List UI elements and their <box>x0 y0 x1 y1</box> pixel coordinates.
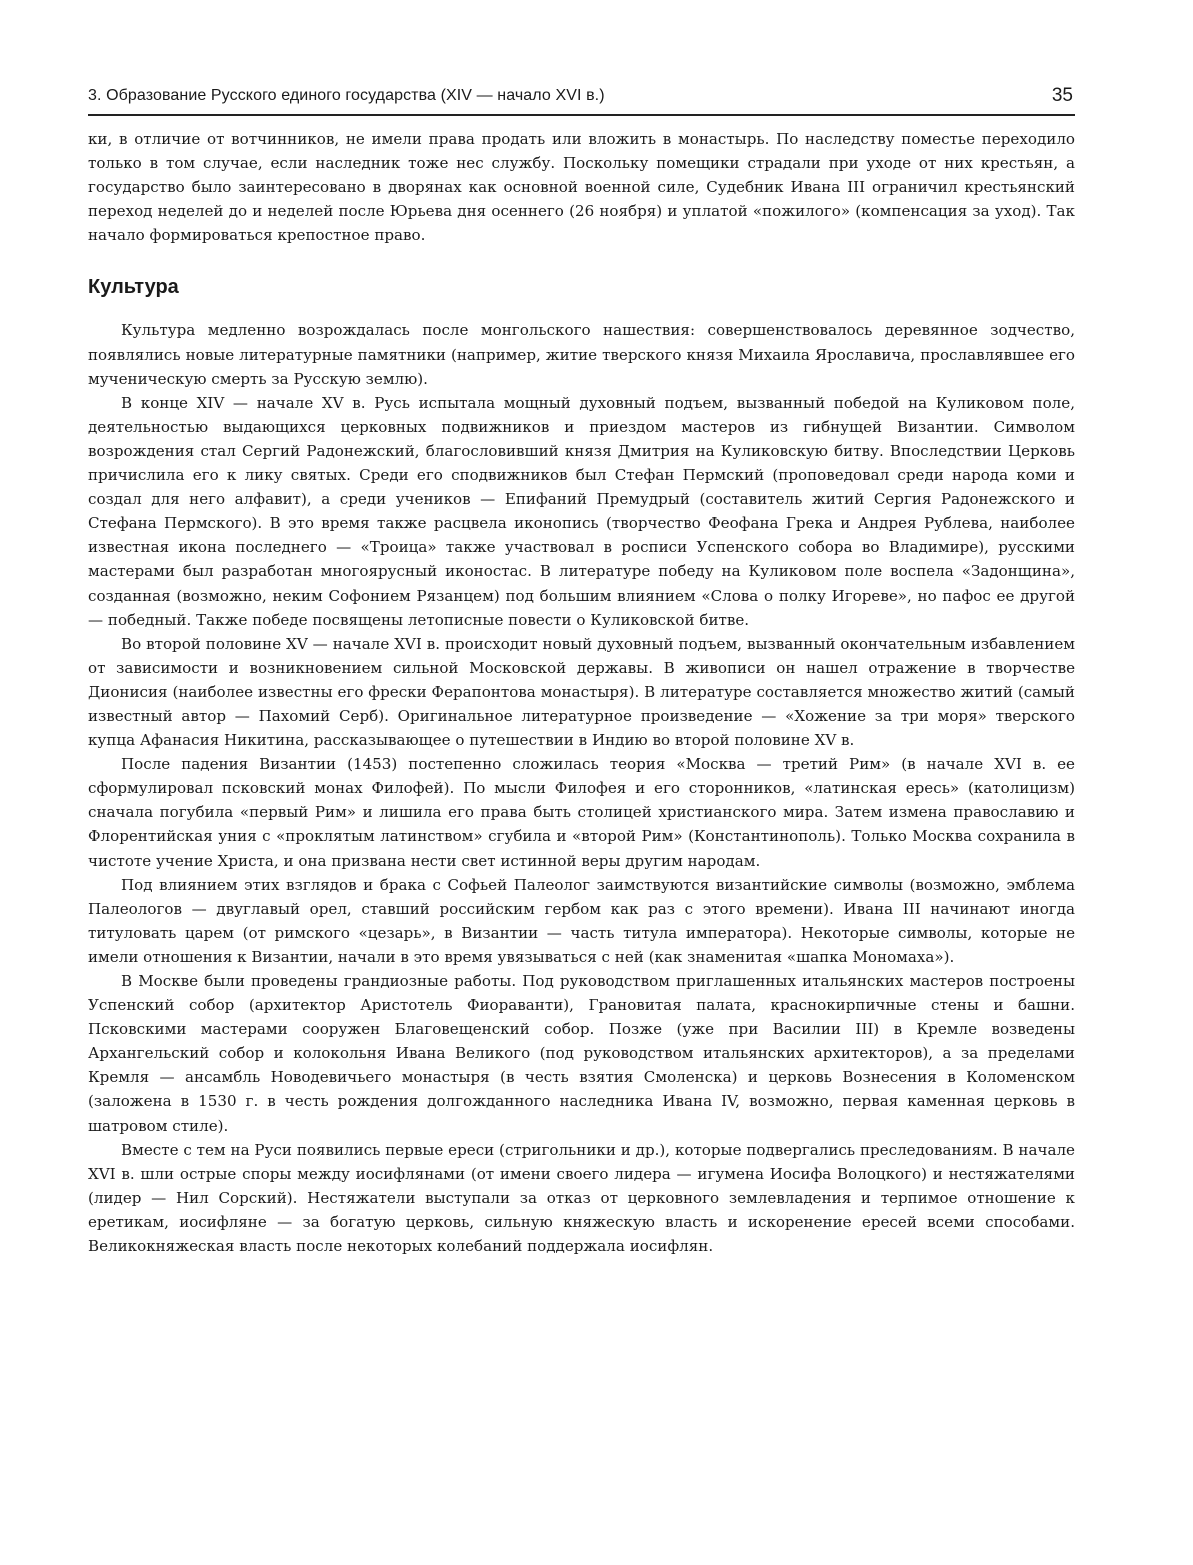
body-text <box>88 127 1075 1258</box>
page-number: 35 <box>1051 85 1073 106</box>
paragraph: После падения Византии (1453) постепенно сложилась теория «Москва — третий Рим» (в начале XVI в. ее сформулировал псковский монах Филофей). По мысли Филофея и его сторонников, «латинская ересь» (католицизм) сначала погубила «первый Рим» и лишила его права быть столицей христианского мира. Затем измена православию и Флорентийская уния с «проклятым латинством» сгубила и «второй Рим» (Константинополь). Только Москва сохранила в чистоте учение Христа, и она призвана нести свет истинной веры другим народам. <box>88 755 1075 870</box>
chapter-title: 3. Образование Русского единого государства (XIV — начало XVI в.) <box>88 87 605 104</box>
section-heading: Культура <box>88 276 179 299</box>
paragraph: В конце XIV — начале XV в. Русь испытала мощный духовный подъем, вызванный победой на Куликовом поле, деятельностью выдающихся церковных подвижников и приездом мастеров из гибнущей Византии. Символом возрождения стал Сергий Радонежский, благословивший князя Дмитрия на Куликовскую битву. Впоследствии Церковь причислила его к лику святых. Среди его сподвижников был Стефан Пермский (проповедовал среди народа коми и создал для него алфавит), а среди учеников — Епифаний Премудрый (составитель житий Сергия Радонежского и Стефана Пермского). В это время также расцвела иконопись (творчество Феофана Грека и Андрея Рублева, наиболее известная икона последнего — «Троица» также участвовал в росписи Успенского собора во Владимире), русскими мастерами был разработан многоярусный иконостас. В литературе победу на Куликовом поле воспела «Задонщина», созданная (возможно, неким Софонием Рязанцем) под большим влиянием «Слова о полку Игореве», но пафос ее другой — победный. Также победе посвящены летописные повести о Куликовской битве. <box>88 393 1075 629</box>
running-header <box>88 82 1075 116</box>
document-page <box>88 82 1075 1258</box>
paragraph: Вместе с тем на Руси появились первые ереси (стригольники и др.), которые подвергались преследованиям. В начале XVI в. шли острые споры между иосифлянами (от имени своего лидера — игумена Иосифа Волоцкого) и нестяжателями (лидер — Нил Сорский). Нестяжатели выступали за отказ от церковного землевладения и терпимое отношение к еретикам, иосифляне — за богатую церковь, сильную княжескую власть и искоренение ересей всеми способами. Великокняжеская власть после некоторых колебаний поддержала иосифлян. <box>88 1140 1075 1256</box>
paragraph: Под влиянием этих взглядов и брака с Софьей Палеолог заимствуются византийские символы (возможно, эмблема Палеологов — двуглавый орел, ставший российским гербом как раз с этого времени). Ивана III начинают иногда титуловать царем (от римского «цезарь», в Византии — часть титула императора). Некоторые символы, которые не имели отношения к Византии, начали в это время увязываться с ней (как знаменитая «шапка Мономаха»). <box>88 875 1075 966</box>
paragraph: Культура медленно возрождалась после монгольского нашествия: совершенствовалось деревянное зодчество, появлялись новые литературные памятники (например, житие тверского князя Михаила Ярославича, прославлявшее его мученическую смерть за Русскую землю). <box>88 321 1075 388</box>
paragraph: В Москве были проведены грандиозные работы. Под руководством приглашенных итальянских мастеров построены Успенский собор (архитектор Аристотель Фиораванти), Грановитая палата, краснокирпичные стены и башни. Псковскими мастерами сооружен Благовещенский собор. Позже (уже при Василии III) в Кремле возведены Архангельский собор и колокольня Ивана Великого (под руководством итальянских архитекторов), а за пределами Кремля — ансамбль Новодевичьего монастыря (в честь взятия Смоленска) и церковь Вознесения в Коломенском (заложена в 1530 г. в честь рождения долгожданного наследника Ивана IV, возможно, первая каменная церковь в шатровом стиле). <box>88 972 1075 1135</box>
paragraph: Во второй половине XV — начале XVI в. происходит новый духовный подъем, вызванный окончательным избавлением от зависимости и возникновением сильной Московской державы. В живописи он нашел отражение в творчестве Дионисия (наиболее известны его фрески Ферапонтова монастыря). В литературе составляется множество житий (самый известный автор — Пахомий Серб). Оригинальное литературное произведение — «Хожение за три моря» тверского купца Афанасия Никитина, рассказывающее о путешествии в Индию во второй половине XV в. <box>88 634 1075 750</box>
continuation-paragraph: ки, в отличие от вотчинников, не имели права продать или вложить в монастырь. По наследству поместье переходило только в том случае, если наследник тоже нес службу. Поскольку помещики страдали при уходе от них крестьян, а государство было заинтересовано в дворянах как основной военной силе, Судебник Ивана III ограничил крестьянский переход неделей до и неделей после Юрьева дня осеннего (26 ноября) и уплатой «пожилого» (компенсация за уход). Так начало формироваться крепостное право. <box>88 130 1075 245</box>
